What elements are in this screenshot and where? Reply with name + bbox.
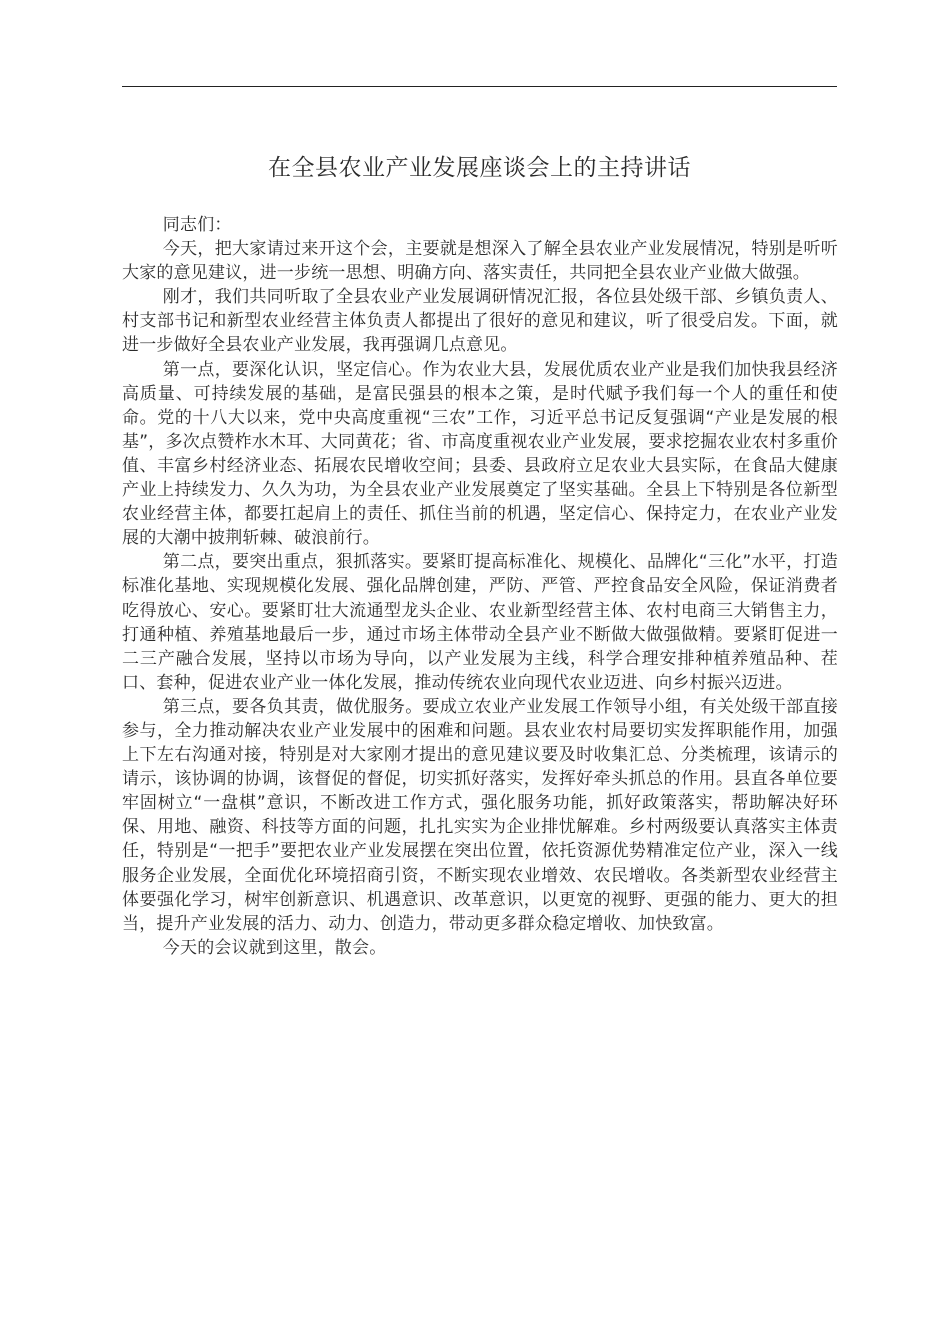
paragraph-point-three: 第三点，要各负其责，做优服务。要成立农业产业发展工作领导小组，有关处级干部直接参与，全力推动解决农业产业发展中的困难和问题。县农业农村局要切实发挥职能作用，加强上下左右沟通对接，特别是对大家刚才提出的意见建议要及时收集汇总、分类梳理，该请示的请示，该协调的协调，该督促的督促，切实抓好落实，发挥好牵头抓总的作用。县直各单位要牢固树立“一盘棋”意识，不断改进工作方式，强化服务功能，抓好政策落实，帮助解决好环保、用地、融资、科技等方面的问题，扎扎实实为企业排忧解难。乡村两级要认真落实主体责任，特别是“一把手”要把农业产业发展摆在突出位置，依托资源优势精准定位产业，深入一线服务企业发展，全面优化环境招商引资，不断实现农业增效、农民增收。各类新型农业经营主体要强化学习，树牢创新意识、机遇意识、改革意识，以更宽的视野、更强的能力、更大的担当，提升产业发展的活力、动力、创造力，带动更多群众稳定增收、加快致富。 bbox=[122, 696, 838, 934]
header-rule bbox=[122, 86, 837, 87]
paragraph-closing: 今天的会议就到这里，散会。 bbox=[162, 937, 387, 958]
document-title: 在全县农业产业发展座谈会上的主持讲话 bbox=[268, 155, 691, 181]
paragraph-point-two: 第二点，要突出重点，狠抓落实。要紧盯提高标准化、规模化、品牌化“三化”水平，打造标准化基地、实现规模化发展、强化品牌创建，严防、严管、严控食品安全风险，保证消费者吃得放心、安心。要紧盯壮大流通型龙头企业、农业新型经营主体、农村电商三大销售主力，打通种植、养殖基地最后一步，通过市场主体带动全县产业不断做大做强做精。要紧盯促进一二三产融合发展，坚持以市场为导向，以产业发展为主线，科学合理安排种植养殖品种、茬口、套种，促进农业产业一体化发展，推动传统农业向现代农业迈进、向乡村振兴迈进。 bbox=[122, 552, 838, 693]
paragraph-intro: 今天，把大家请过来开这个会，主要就是想深入了解全县农业产业发展情况，特别是听听大家的意见建议，进一步统一思想、明确方向、落实责任，共同把全县农业产业做大做强。 bbox=[122, 239, 838, 284]
document-body bbox=[122, 213, 838, 960]
salutation: 同志们： bbox=[162, 215, 232, 235]
paragraph-point-one: 第一点，要深化认识，坚定信心。作为农业大县，发展优质农业产业是我们加快我县经济高质量、可持续发展的基础，是富民强县的根本之策，是时代赋予我们每一个人的重任和使命。党的十八大以来，党中央高度重视“三农”工作，习近平总书记反复强调“产业是发展的根基”，多次点赞柞水木耳、大同黄花；省、市高度重视农业产业发展，要求挖掘农业农村多重价值、丰富乡村经济业态、拓展农民增收空间；县委、县政府立足农业大县实际，在食品大健康产业上持续发力、久久为功，为全县农业产业发展奠定了坚实基础。全县上下特别是各位新型农业经营主体，都要扛起肩上的责任、抓住当前的机遇，坚定信心、保持定力，在农业产业发展的大潮中披荆斩棘、破浪前行。 bbox=[122, 359, 838, 549]
paragraph-summary: 刚才，我们共同听取了全县农业产业发展调研情况汇报，各位县处级干部、乡镇负责人、村支部书记和新型农业经营主体负责人都提出了很好的意见和建议，听了很受启发。下面，就进一步做好全县农业产业发展，我再强调几点意见。 bbox=[122, 287, 838, 356]
